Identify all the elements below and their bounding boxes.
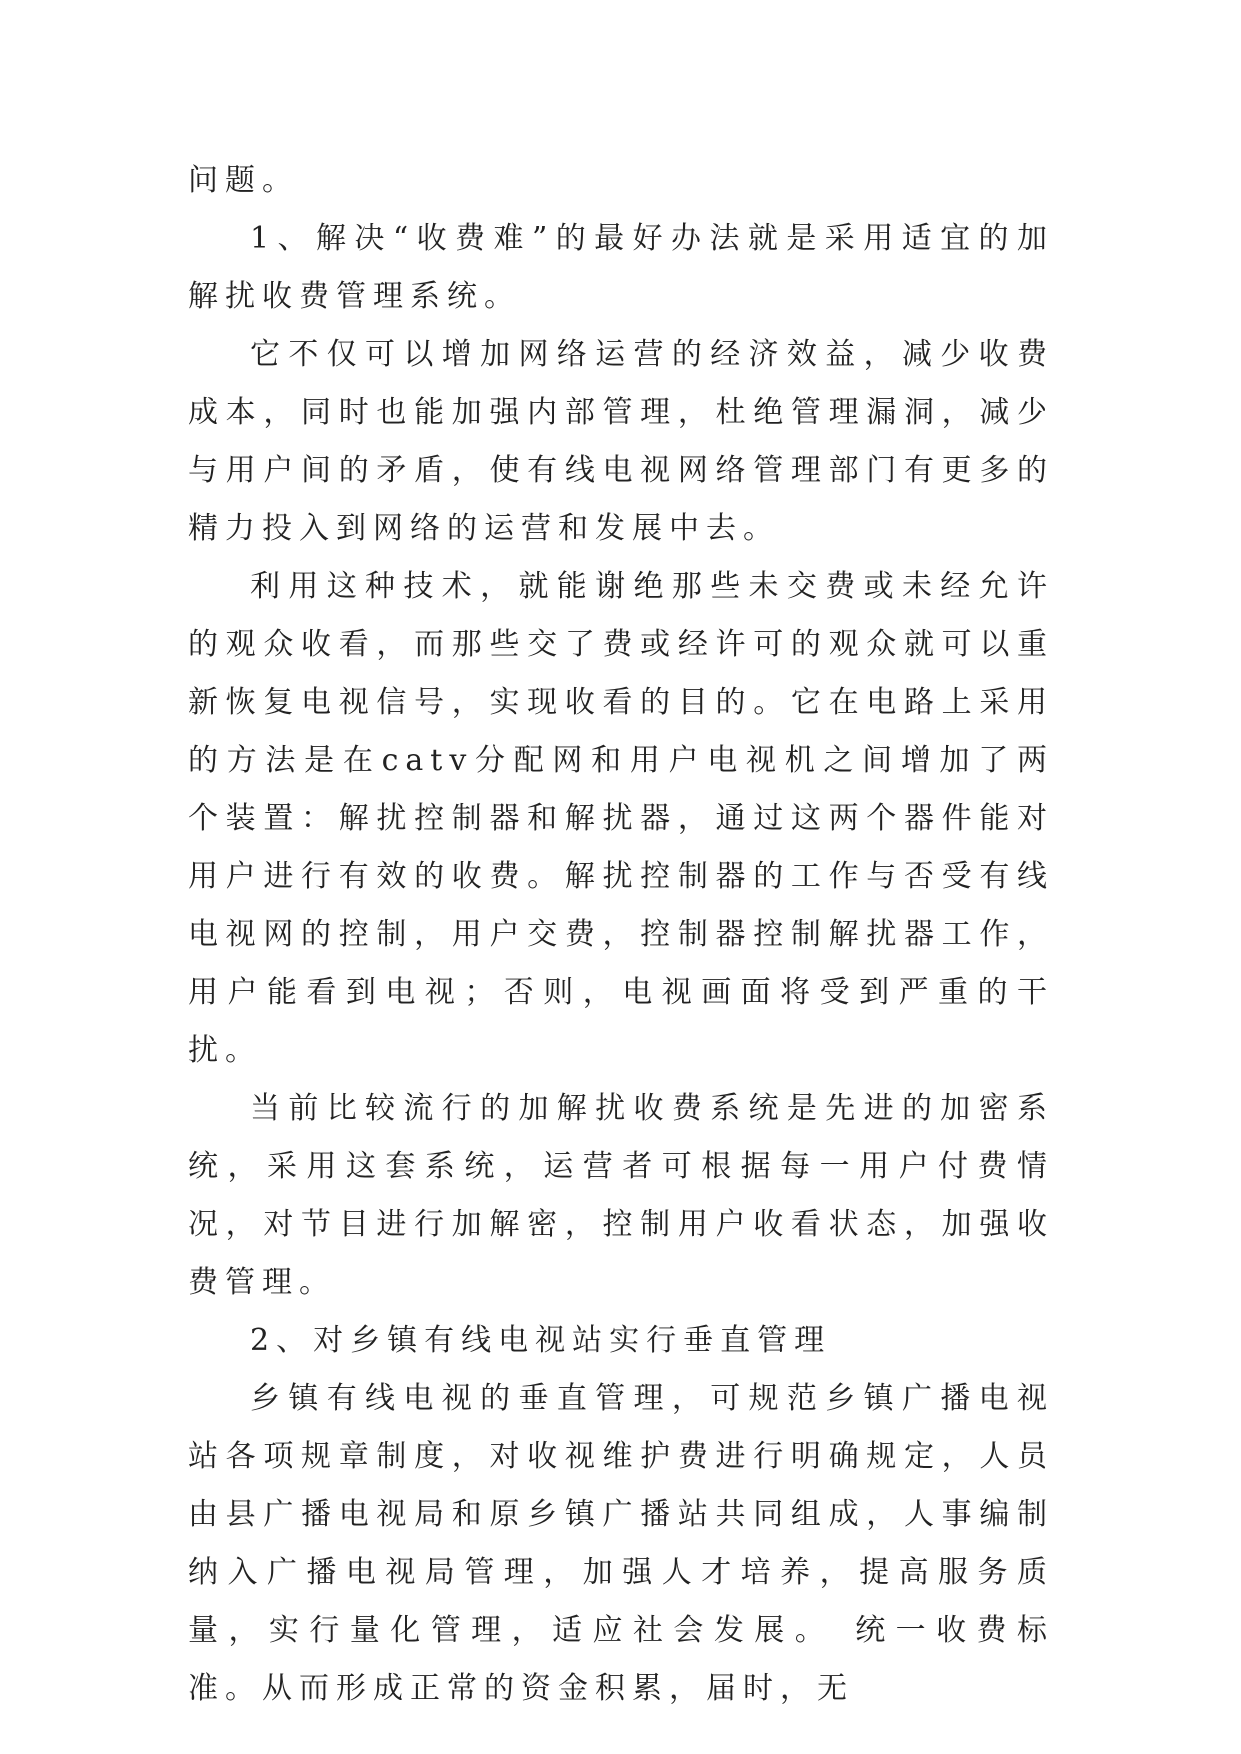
paragraph-technology: 利用这种技术，就能谢绝那些未交费或未经允许的观众收看，而那些交了费或经许可的观众就可以重新恢复电视信号，实现收看的目的。它在电路上采用的方法是在catv分配网和用户电视机之间增加了两个装置：解扰控制器和解扰器，通过这两个器件能对用户进行有效的收费。解扰控制器的工作与否受有线电视网的控制，用户交费，控制器控制解扰器工作，用户能看到电视；否则，电视画面将受到严重的干扰。 xyxy=(188,569,1054,1068)
paragraph-benefits: 它不仅可以增加网络运营的经济效益，减少收费成本，同时也能加强内部管理，杜绝管理漏洞，减少与用户间的矛盾，使有线电视网络管理部门有更多的精力投入到网络的运营和发展中去。 xyxy=(188,337,1054,546)
paragraph-point-1-heading: 1、解决“收费难”的最好办法就是采用适宜的加解扰收费管理系统。 xyxy=(188,221,1054,314)
paragraph-encryption-system: 当前比较流行的加解扰收费系统是先进的加密系统，采用这套系统，运营者可根据每一用户付费情况，对节目进行加解密，控制用户收看状态，加强收费管理。 xyxy=(188,1091,1054,1300)
document-body xyxy=(188,152,1054,1718)
paragraph-point-2-heading: 2、对乡镇有线电视站实行垂直管理 xyxy=(250,1323,832,1358)
paragraph-continuation: 问题。 xyxy=(188,163,299,198)
paragraph-vertical-management: 乡镇有线电视的垂直管理，可规范乡镇广播电视站各项规章制度，对收视维护费进行明确规定，人员由县广播电视局和原乡镇广播站共同组成，人事编制纳入广播电视局管理，加强人才培养，提高服务质量，实行量化管理，适应社会发展。 统一收费标准。从而形成正常的资金积累，届时，无 xyxy=(188,1381,1054,1706)
